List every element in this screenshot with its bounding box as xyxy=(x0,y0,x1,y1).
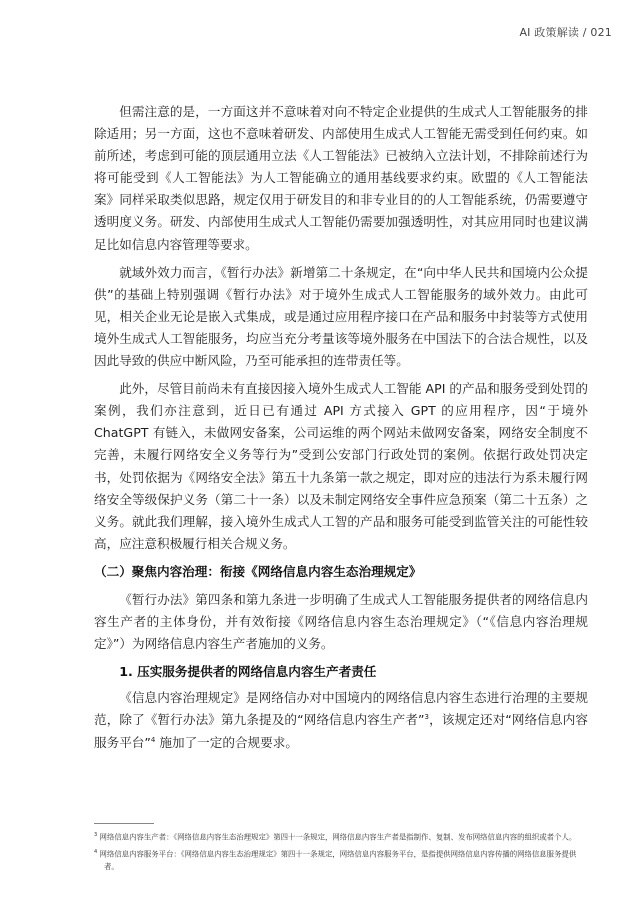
paragraph-text: 施加了一定的合规要求。 xyxy=(155,734,298,750)
subsection-heading: 1. 压实服务提供者的网络信息内容生产者责任 xyxy=(119,664,377,680)
footnote-text: 网络信息内容生产者：《网络信息内容生态治理规定》第四十一条规定，网络信息内容生产者是指制作、复制、发布网络信息内容的组织或者个人。 xyxy=(99,832,577,842)
section-intro-paragraph: 《暂行办法》第四条和第九条进一步明确了生成式人工智能服务提供者的网络信息内容生产者的主体身份，并有效衔接《网络信息内容生态治理规定》（“《信息内容治理规定》”）为网络信息内容生产者施加的义务。 xyxy=(94,591,588,652)
subsection-paragraph xyxy=(94,687,588,753)
footnote-ref: 4 xyxy=(150,735,156,744)
body-paragraph: 此外，尽管目前尚未有直接因接入境外生成式人工智能 API 的产品和服务受到处罚的案例，我们亦注意到，近日已有通过 API 方式接入 GPT 的应用程序，因“于境外 ChatGPT 有链入，未做网安备案，公司运维的两个网站未做网安备案，网络安全制度不完善，未履行网络安全义务等行为”受到公安部门行政处罚的案例。依据行政处罚决定书，处罚依据为《网络安全法》第五十九条第一款之规定，即对应的违法行为系未履行网络安全等级保护义务（第二十一条）以及未制定网络安全事件应急预案（第二十五条）之义务。就此我们理解，接入境外生成式人工智的产品和服务可能受到监管关注的可能性较高，应注意积极履行相关合规义务。 xyxy=(94,381,588,551)
footnote-number: 4 xyxy=(94,849,98,856)
footnote xyxy=(94,846,588,872)
footnote xyxy=(94,829,588,843)
page-body xyxy=(94,101,588,760)
footnote-text: 网络信息内容服务平台：《网络信息内容生态治理规定》第四十一条规定，网络信息内容服务平台，是指提供网络信息内容传播的网络信息服务提供者。 xyxy=(99,849,577,871)
paragraph-text: ，该规定还对“网络信息内容服务平台” xyxy=(94,712,588,750)
paragraph-text: 《信息内容治理规定》是网络信办对中国境内的网络信息内容生态进行治理的主要规范，除了《暂行办法》第九条提及的“网络信息内容生产者” xyxy=(94,690,588,728)
footnotes xyxy=(94,829,588,876)
section-heading: （二）聚焦内容治理：衔接《网络信息内容生态治理规定》 xyxy=(94,563,422,579)
body-paragraph: 但需注意的是，一方面这并不意味着对向不特定企业提供的生成式人工智能服务的排除适用；另一方面，这也不意味着研发、内部使用生成式人工智能无需受到任何约束。如前所述，考虑到可能的顶层通用立法《人工智能法》已被纳入立法计划，不排除前述行为将可能受到《人工智能法》为人工智能确立的通用基线要求约束。欧盟的《人工智能法案》同样采取类似思路，规定仅用于研发目的和非专业目的的人工智能系统，仍需要遵守透明度义务。研发、内部使用生成式人工智能仍需要加强透明性，对其应用同时也建议满足比如信息内容管理等要求。 xyxy=(94,104,588,252)
footnote-divider xyxy=(94,823,154,824)
body-paragraph: 就域外效力而言，《暂行办法》新增第二十条规定，在“向中华人民共和国境内公众提供”的基础上特别强调《暂行办法》对于境外生成式人工智能服务的域外效力。由此可见，相关企业无论是嵌入式集成，或是通过应用程序接口在产品和服务中封装等方式使用境外生成式人工智能服务，均应当充分考量该等境外服务在中国法下的合法合规性，以及因此导致的供应中断风险，乃至可能承担的连带责任等。 xyxy=(94,264,588,369)
running-header: AI 政策解读 / 021 xyxy=(519,26,612,39)
footnote-number: 3 xyxy=(94,832,98,838)
footnote-ref: 3 xyxy=(424,713,430,722)
